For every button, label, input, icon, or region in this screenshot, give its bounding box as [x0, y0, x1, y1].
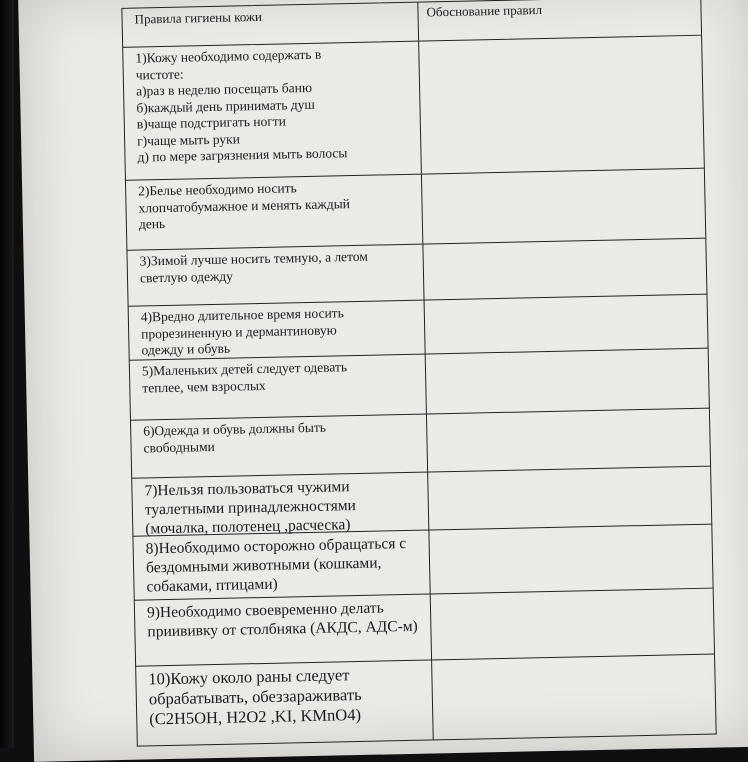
rule-cell: 6)Одежда и обувь должны быть свободными — [131, 415, 428, 478]
rule-cell: 4)Вредно длительное время носить прорезиненную и дермантиновую одежду и обувь — [129, 301, 426, 360]
rule-cell: 3)Зимой лучше носить темную, а летом светлую одежду — [127, 245, 424, 306]
table-row — [122, 36, 705, 181]
rule-cell: 1)Кожу необходимо содержать в чистоте: а)раз в неделю посещать баню б)каждый день принимать душ в)чаще подстригать ногти г)чаще мыть руки д) по мере загрязнения мыть волосы — [123, 42, 422, 180]
justification-cell[interactable] — [429, 525, 712, 594]
hygiene-rules-table — [121, 0, 716, 747]
rule-cell: 9)Необходимо своевременно делать приививку от столбняка (АКДС, АДС-м) — [135, 594, 432, 665]
table-row — [134, 589, 715, 667]
table-row — [132, 525, 713, 601]
header-justification: Обоснование правил — [426, 2, 543, 20]
justification-cell[interactable] — [425, 295, 708, 354]
justification-cell[interactable] — [426, 349, 709, 414]
rule-cell: 5)Маленьких детей следует одевать теплее, чем взрослых — [130, 355, 427, 420]
justification-cell[interactable] — [423, 239, 706, 300]
justification-cell[interactable] — [428, 467, 711, 530]
justification-cell[interactable] — [431, 589, 714, 660]
dark-edge — [0, 0, 14, 748]
justification-cell[interactable] — [432, 655, 716, 740]
table-row — [125, 169, 706, 251]
rule-cell: 8)Необходимо осторожно обращаться с бездомными животными (кошками, собаками, птицами) — [133, 531, 430, 600]
rule-cell: 2)Белье необходимо носить хлопчатобумажное и менять каждый день — [126, 175, 423, 250]
justification-cell[interactable] — [422, 169, 705, 244]
rule-cell: 10)Кожу около раны следует обрабатывать, обеззараживать (C2H5OH, H2O2 ,KI, KMnO4) — [136, 660, 434, 745]
justification-cell[interactable] — [427, 409, 710, 472]
header-rules: Правила гигиены кожи — [122, 3, 419, 47]
rule-cell: 7)Нельзя пользоваться чужими туалетными принадлежностями (мочалка, полотенец ,расческа) — [132, 473, 429, 536]
table-row — [135, 655, 717, 747]
justification-cell[interactable] — [419, 36, 704, 174]
paper-sheet — [18, 0, 748, 762]
